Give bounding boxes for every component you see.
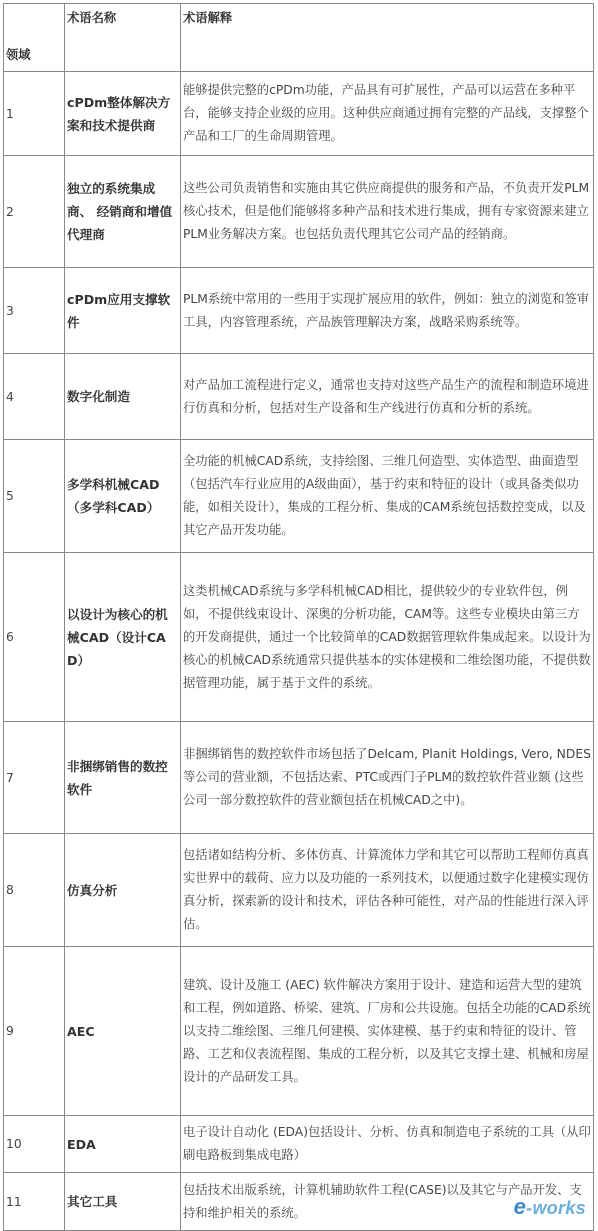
row-term: 以设计为核心的机械CAD（设计CAD）: [65, 553, 181, 722]
row-number: 2: [4, 156, 65, 268]
row-description: 这类机械CAD系统与多学科机械CAD相比，提供较少的专业软件包，例如，不提供线束设计、深奥的分析功能，CAM等。这些专业模块由第三方的开发商提供，通过一个比较简单的CAD数据管理软件集成起来。以设计为核心的机械CAD系统通常只提供基本的实体建模和二维绘图功能，不提供数据管理功能，属于基于文件的系统。: [181, 553, 594, 722]
row-description: 这些公司负责销售和实施由其它供应商提供的服务和产品，不负责开发PLM核心技术，但是他们能够将多种产品和技术进行集成，拥有专家资源来建立PLM业务解决方案。也包括负责代理其它公司产品的经销商。: [181, 156, 594, 268]
row-description: 建筑、设计及施工 (AEC) 软件解决方案用于设计、建造和运营大型的建筑和工程，例如道路、桥梁、建筑、厂房和公共设施。包括全功能的CAD系统以支持二维绘图、三维几何建模、实体建模、基于约束和特征的设计、管路、工艺和仪表流程图、集成的工程分析，以及其它支撑土建、机械和房屋设计的产品研发工具。: [181, 947, 594, 1116]
table-row: [4, 1173, 594, 1231]
header-explanation: 术语解释: [181, 4, 594, 72]
row-term: EDA: [65, 1116, 181, 1173]
row-number: 8: [4, 834, 65, 947]
table-row: [4, 834, 594, 947]
row-description: 包括诸如结构分析、多体仿真、计算流体力学和其它可以帮助工程师仿真真实世界中的载荷、应力以及功能的一系列技术，以便通过数字化建模实现仿真分析，探索新的设计和技术，评估各种可能性，对产品的性能进行深入评估。: [181, 834, 594, 947]
row-number: 11: [4, 1173, 65, 1231]
row-number: 1: [4, 72, 65, 156]
table-row: [4, 268, 594, 354]
eworks-watermark-logo: [514, 1194, 586, 1220]
terms-table: [3, 3, 594, 1231]
row-description: PLM系统中常用的一些用于实现扩展应用的软件，例如：独立的浏览和签审工具，内容管理系统，产品族管理解决方案，战略采购系统等。: [181, 268, 594, 354]
header-row: [4, 4, 594, 72]
row-description: 能够提供完整的cPDm功能，产品具有可扩展性，产品可以运营在多种平台，能够支持企业级的应用。这种供应商通过拥有完整的产品线，支撑整个产品和工厂的生命周期管理。: [181, 72, 594, 156]
row-number: 10: [4, 1116, 65, 1173]
row-term: cPDm应用支撑软件: [65, 268, 181, 354]
row-term: 独立的系统集成商、 经销商和增值代理商: [65, 156, 181, 268]
row-term: AEC: [65, 947, 181, 1116]
table-row: [4, 1116, 594, 1173]
table-row: [4, 440, 594, 553]
header-domain: 领域: [4, 4, 65, 72]
table-row: [4, 156, 594, 268]
row-number: 4: [4, 354, 65, 440]
table-row: [4, 553, 594, 722]
row-term: cPDm整体解决方案和技术提供商: [65, 72, 181, 156]
row-term: 多学科机械CAD （多学科CAD）: [65, 440, 181, 553]
table-row: [4, 354, 594, 440]
row-term: 非捆绑销售的数控软件: [65, 722, 181, 834]
header-term: 术语名称: [65, 4, 181, 72]
row-number: 7: [4, 722, 65, 834]
row-number: 6: [4, 553, 65, 722]
watermark-text: -works: [526, 1198, 586, 1218]
table-row: [4, 722, 594, 834]
row-term: 仿真分析: [65, 834, 181, 947]
row-number: 3: [4, 268, 65, 354]
row-number: 9: [4, 947, 65, 1116]
row-description: 包括技术出版系统，计算机辅助软件工程(CASE)以及其它与产品开发、支持和维护相关的系统。: [181, 1173, 594, 1231]
row-description: 电子设计自动化 (EDA)包括设计、分析、仿真和制造电子系统的工具（从印刷电路板到集成电路）: [181, 1116, 594, 1173]
row-number: 5: [4, 440, 65, 553]
row-term: 数字化制造: [65, 354, 181, 440]
table-row: [4, 72, 594, 156]
row-description: 全功能的机械CAD系统，支持绘图、三维几何造型、实体造型、曲面造型（包括汽车行业应用的A级曲面），基于约束和特征的设计（或具备类似功能，如相关设计），集成的工程分析、集成的CAM系统包括数控变成，以及其它产品开发功能。: [181, 440, 594, 553]
watermark-e: e: [513, 1194, 527, 1219]
table-row: [4, 947, 594, 1116]
row-description: 对产品加工流程进行定义，通常也支持对这些产品生产的流程和制造环境进行仿真和分析，包括对生产设备和生产线进行仿真和分析的系统。: [181, 354, 594, 440]
row-term: 其它工具: [65, 1173, 181, 1231]
row-description: 非捆绑销售的数控软件市场包括了Delcam, Planit Holdings, Vero, NDES等公司的营业额，不包括达索、PTC或西门子PLM的数控软件营业额 (这些公司一部分数控软件的营业额包括在机械CAD之中)。: [181, 722, 594, 834]
